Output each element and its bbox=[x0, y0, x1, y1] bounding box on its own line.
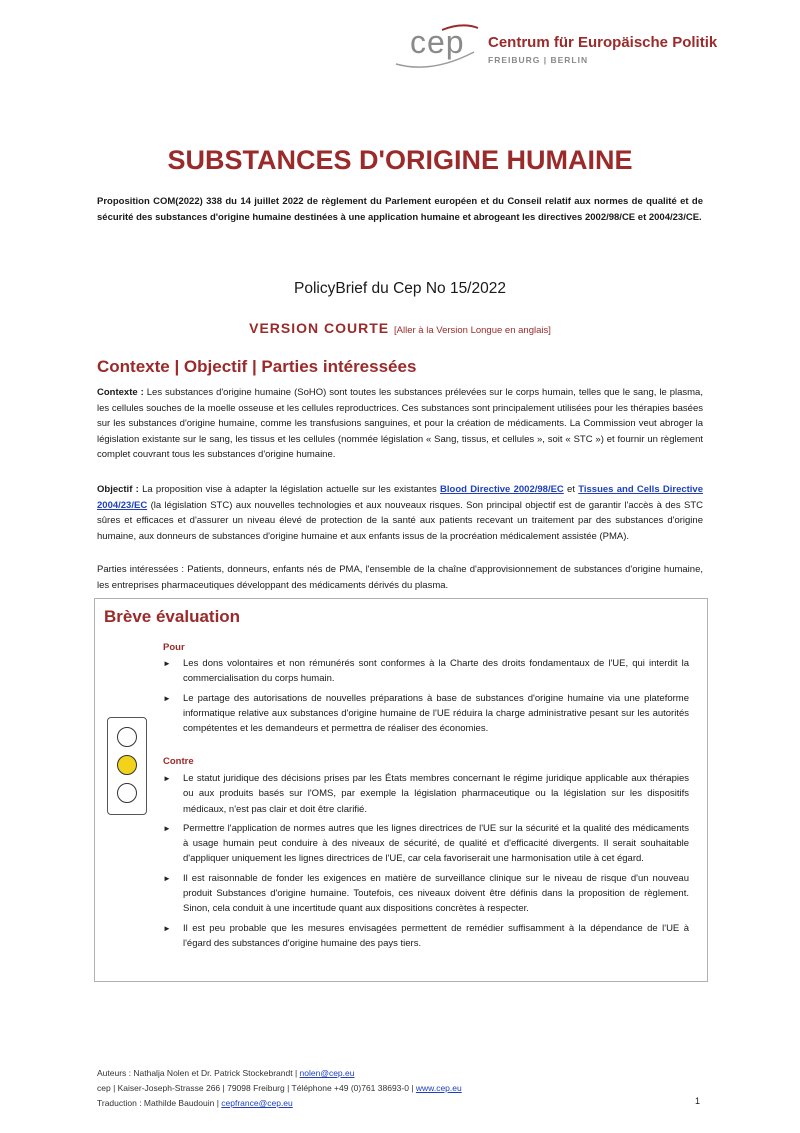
traffic-light-bottom bbox=[117, 783, 137, 803]
list-item bbox=[161, 871, 689, 917]
pour-item-text: Les dons volontaires et non rémunérés sont conformes à la Charte des droits fondamentaux de l'UE, qui interdit la commercialisation du corps humain. bbox=[183, 658, 689, 685]
parties-text: Patients, donneurs, enfants nés de PMA, l'ensemble de la chaîne d'approvisionnement de substances d'origine humaine, les entreprises pharmaceutiques développant des médicaments dérivés du plasma. bbox=[97, 564, 703, 591]
policy-brief-number: PolicyBrief du Cep No 15/2022 bbox=[294, 280, 506, 297]
translation-text: Traduction : Mathilde Baudouin | bbox=[97, 1098, 222, 1108]
objectif-pre: La proposition vise à adapter la législation actuelle sur les existantes bbox=[138, 484, 441, 495]
parties-label: Parties intéressées : bbox=[97, 564, 185, 575]
org-cities: FREIBURG | BERLIN bbox=[488, 55, 589, 65]
objectif-paragraph bbox=[97, 482, 703, 544]
authors-text: Auteurs : Nathalja Nolen et Dr. Patrick Stockebrandt | bbox=[97, 1068, 300, 1078]
pour-item-text: Le partage des autorisations de nouvelles préparations à base de substances d'origine humaine via une plateforme informatique relative aux substances d'origine humaine de l'UE réduira la charge administrative pesant sur les autorités compétentes et les demandeurs et permettra de réaliser des économies. bbox=[183, 692, 689, 735]
arrow-bullet-icon: ► bbox=[163, 774, 171, 783]
authors-email-link[interactable]: nolen@cep.eu bbox=[299, 1068, 355, 1078]
website-link[interactable]: www.cep.eu bbox=[415, 1083, 462, 1093]
logo-word: cep bbox=[410, 24, 465, 60]
footer-address bbox=[97, 1081, 703, 1096]
tissues-directive-link[interactable]: Tissues and Cells Directive 2004/23/EC bbox=[97, 484, 704, 511]
proposal-text: Proposition COM(2022) 338 du 14 juillet 2022 de règlement du Parlement européen et du Conseil relatif aux normes de qualité et de sécurité des substances d'origine humaine destinées à une application humaine et abrogeant les directives 2002/98/CE et 2004/23/CE. bbox=[97, 196, 703, 223]
objectif-post: (la législation STC) aux nouvelles technologies et aux nouveaux risques. Son principal objectif est de garantir l'accès à des STC sûres et efficaces et d'assurer un niveau élevé de protection de la santé aux patients recevant un traitement par des substances d'origine humaine, aux donneurs de substances d'origine humaine et aux enfants issus de la procréation médicalement assistée (PMA). bbox=[97, 499, 703, 542]
parties-paragraph bbox=[97, 562, 703, 593]
traffic-light-icon bbox=[107, 717, 147, 815]
list-item bbox=[161, 656, 689, 687]
evaluation-box bbox=[94, 598, 708, 982]
traffic-light-top bbox=[117, 727, 137, 747]
arrow-bullet-icon: ► bbox=[163, 693, 171, 703]
pour-list bbox=[161, 656, 689, 740]
objectif-label: Objectif : bbox=[97, 484, 139, 495]
version-line bbox=[0, 320, 800, 336]
page-number: 1 bbox=[695, 1096, 701, 1106]
list-item bbox=[161, 691, 689, 737]
context-heading: Contexte | Objectif | Parties intéressées bbox=[97, 357, 417, 376]
contexte-text: Les substances d'origine humaine (SoHO) sont toutes les substances prélevées sur le corps humain, telles que le sang, le plasma, les cellules souches de la moelle osseuse et les cellules reproductrices. Ces substances sont principalement utilisées pour les thérapies basées sur les substances d'origine humaine, comme les transfusions sanguines, et pour la création de médicaments. La Commission veut abroger la législation existante sur le sang, les tissus et les cellules (nommée législation « Sang, tissus, et cellules », soit « STC ») et fournir un règlement complet couvrant tous les substances d'origine humaine. bbox=[97, 387, 703, 460]
footer-translation bbox=[97, 1096, 703, 1111]
list-item bbox=[161, 921, 689, 952]
blood-directive-link[interactable]: Blood Directive 2002/98/EC bbox=[440, 484, 564, 495]
contre-item-text: Il est peu probable que les mesures envisagées permettent de remédier suffisamment à la dépendance de l'UE à l'égard des substances d'origine humaine des pays tiers. bbox=[183, 922, 689, 949]
page-title: SUBSTANCES D'ORIGINE HUMAINE bbox=[167, 145, 633, 175]
translation-email-link[interactable]: cepfrance@cep.eu bbox=[221, 1098, 293, 1108]
arrow-bullet-icon: ► bbox=[163, 923, 171, 933]
contexte-paragraph bbox=[97, 385, 703, 463]
contre-item-text: Le statut juridique des décisions prises par les États membres concernant le régime juridique applicable aux thérapies ou aux produits basés sur l'OMS, par exemple la législation pharmaceutique ou la législation sur les dispositifs médicaux, n'est pas clair et doit être clarifié. bbox=[183, 773, 689, 815]
contre-list bbox=[161, 771, 689, 955]
contre-heading: Contre bbox=[163, 756, 194, 767]
traffic-light-middle-yellow bbox=[117, 755, 137, 775]
list-item bbox=[161, 821, 689, 867]
version-label: VERSION COURTE bbox=[249, 320, 390, 336]
footer-authors bbox=[97, 1066, 703, 1081]
cep-logo bbox=[392, 22, 718, 72]
long-version-link[interactable]: [Aller à la Version Longue en anglais] bbox=[394, 325, 551, 336]
contre-item-text: Permettre l'application de normes autres que les lignes directrices de l'UE sur la sécurité et la qualité des médicaments à usage humain peut conduire à des niveaux de sécurité, de qualité et d'efficacité divergents. Il serait souhaitable d'appliquer uniquement les lignes directrices de l'UE, car cela favoriserait une harmonisation utile à cet égard. bbox=[183, 822, 689, 865]
address-text: cep | Kaiser-Joseph-Strasse 266 | 79098 Freiburg | Téléphone +49 (0)761 38693-0 | bbox=[97, 1083, 416, 1093]
contre-item-text: Il est raisonnable de fonder les exigences en matière de surveillance clinique sur le niveau de risque d'un nouveau produit Substances d'origine humaine. Toutefois, ces niveaux doivent être définis dans la proposition de règlement. Sinon, cela conduit à une incertitude quant aux dispositions concrètes à respecter. bbox=[183, 872, 689, 915]
arrow-bullet-icon: ► bbox=[163, 823, 171, 833]
pour-heading: Pour bbox=[163, 642, 185, 653]
arrow-bullet-icon: ► bbox=[163, 659, 171, 668]
evaluation-heading: Brève évaluation bbox=[104, 607, 241, 626]
org-name: Centrum für Europäische Politik bbox=[488, 34, 718, 51]
footer bbox=[97, 1066, 703, 1111]
contexte-label: Contexte : bbox=[97, 387, 144, 398]
objectif-mid: et bbox=[563, 484, 579, 495]
arrow-bullet-icon: ► bbox=[163, 873, 171, 883]
list-item bbox=[161, 771, 689, 817]
